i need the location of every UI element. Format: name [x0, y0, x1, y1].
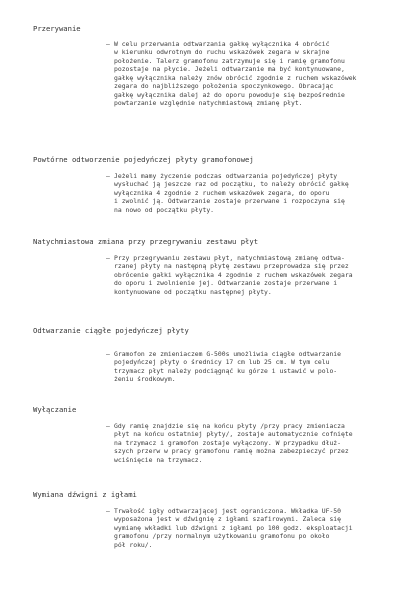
text-line: obrócenie gałki wyłącznika 4 zgodnie z ruchem wskazówek zegara	[114, 270, 353, 279]
text-line: płyt na końcu ostatniej płyty/, zostaje automatycznie cofnięte	[114, 430, 353, 439]
text-line: pół roku/.	[114, 540, 153, 549]
bullet-dash: –	[106, 254, 110, 262]
text-line: wysłuchać ją jeszcze raz od początku, to należy obrócić gałkę	[114, 180, 349, 189]
section-paragraph-wymiana-dzwigni	[106, 507, 404, 549]
text-line: Gramofon ze zmieniaczem G-500s umożliwia ciągłe odtwarzanie	[114, 350, 342, 358]
text-line: pojedyńczej płyty o średnicy 17 cm lub 25 cm. W tym celu	[114, 358, 330, 367]
section-paragraph-wylaczanie	[106, 422, 404, 464]
section-paragraph-powtorne-odtworzenie	[106, 172, 404, 214]
section-heading-odtwarzanie-ciagle: Odtwarzanie ciągłe pojedyńczej płyty	[33, 326, 189, 335]
text-line: Trwałość igły odtwarzającej jest ograniczona. Wkładka UF-50	[114, 507, 342, 515]
text-line: gałkę wyłącznika dalej aż do oporu powoduje się bezpośrednie	[114, 90, 345, 99]
section-heading-powtorne-odtworzenie: Powtórne odtworzenie pojedyńczej płyty gramofonowej	[33, 155, 254, 164]
text-line: Gdy ramię znajdzie się na końcu płyty /przy pracy zmieniacza	[114, 422, 345, 430]
text-line: powtarzanie względnie natychmiastową zmianę płyt.	[114, 99, 303, 108]
text-line: Przy przegrywaniu zestawu płyt, natychmiastową zmianę odtwa-	[114, 254, 345, 262]
section-heading-natychmiastowa-zmiana: Natychmiastowa zmiana przy przegrywaniu zestawu płyt	[33, 237, 259, 246]
bullet-dash: –	[106, 172, 110, 180]
bullet-dash: –	[106, 40, 110, 48]
bullet-dash: –	[106, 350, 110, 358]
text-line: gałkę wyłącznika należy znów obrócić zgodnie z ruchem wskazówek	[114, 73, 357, 82]
text-line: pozostaje na płycie. Jeżeli odtwarzanie ma być kontynuowane,	[114, 65, 345, 74]
section-paragraph-przerywanie	[106, 40, 404, 108]
text-line: szych przerw w pracy gramofonu ramię można zabezpieczyć przez	[114, 447, 349, 456]
text-line: wymianę wkładki lub dźwigni z igłami po 100 godz. eksploatacji	[114, 523, 353, 532]
section-paragraph-odtwarzanie-ciagle	[106, 350, 404, 384]
text-line: trzymacz płyt należy podciągnąć ku górze i ustawić w polo-	[114, 366, 338, 375]
section-heading-wylaczanie: Wyłączanie	[33, 405, 77, 414]
text-line: żeniu środkowym.	[114, 375, 176, 384]
text-line: na nowo od początku płyty.	[114, 205, 215, 214]
text-line: na trzymacz i gramofon zostaje wyłączony. W przypadku dłuż-	[114, 438, 342, 447]
text-line: rzanej płyty na następną płytę zestawu przeprowadza się przez	[114, 262, 349, 271]
text-line: wciśnięcie na trzymacz.	[114, 455, 203, 464]
text-line: i zwolnić ją. Odtwarzanie zostaje przerwane i rozpoczyna się	[114, 197, 345, 206]
bullet-dash: –	[106, 422, 110, 430]
bullet-dash: –	[106, 507, 110, 515]
text-line: położenie. Talerz gramofonu zatrzymuje się i ramię gramofonu	[114, 56, 345, 65]
section-paragraph-natychmiastowa-zmiana	[106, 254, 404, 296]
section-heading-wymiana-dzwigni: Wymiana dźwigni z igłami	[33, 490, 137, 499]
text-line: gramofonu /przy normalnym użytkowaniu gramofonu po około	[114, 532, 330, 541]
text-line: wyłącznika 4 zgodnie z ruchem wskazówek zegara, do oporu	[114, 188, 330, 197]
section-heading-przerywanie: Przerywanie	[33, 24, 81, 33]
text-line: w kierunku odwrotnym do ruchu wskazówek zegara w skrajne	[114, 48, 330, 57]
text-line: zegara do najbliższego położenia spoczynkowego. Obracając	[114, 82, 334, 91]
text-line: W celu przerwania odtwarzania gałkę wyłącznika 4 obrócić	[114, 40, 330, 48]
text-line: wyposażona jest w dźwignię z igłami szafirowymi. Zaleca się	[114, 515, 342, 524]
text-line: Jeżeli mamy życzenie podczas odtwarzania pojedyńczej płyty	[114, 172, 338, 180]
text-line: kontynuowane od początku następnej płyty.	[114, 287, 272, 296]
text-line: do oporu i zwolnienie jej. Odtwarzanie zostaje przerwane i	[114, 279, 338, 288]
